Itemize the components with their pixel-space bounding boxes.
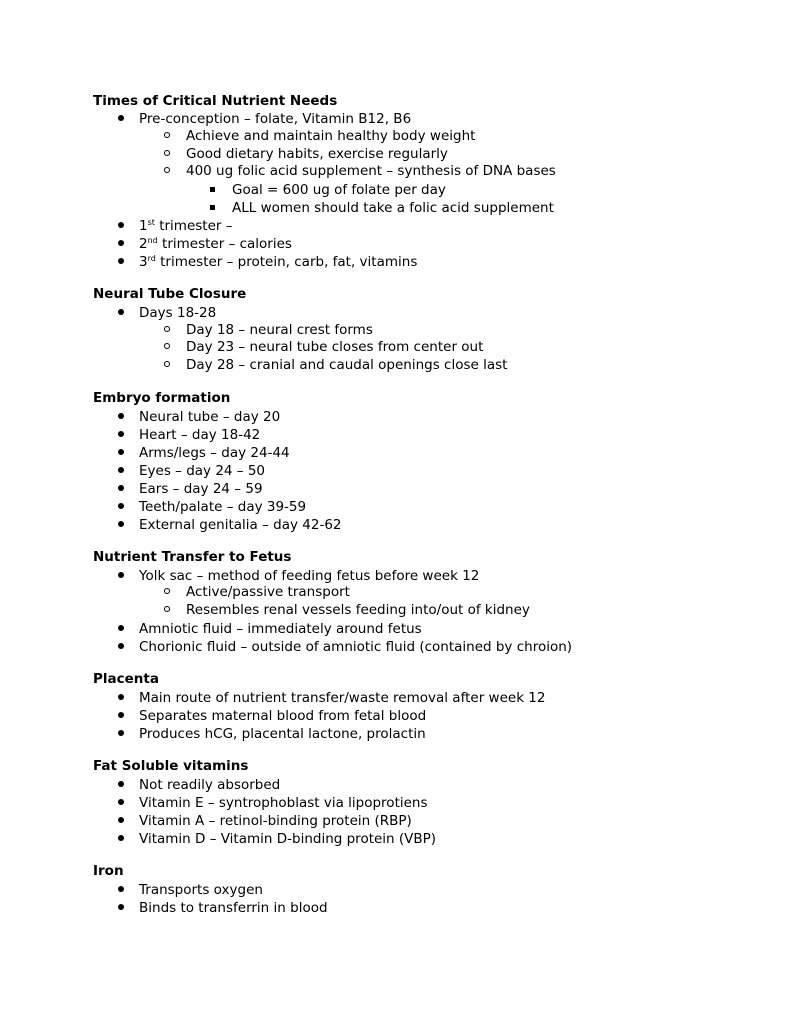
list-item-body-weight: Achieve and maintain healthy body weight: [186, 128, 475, 144]
list-item-chorionic-fluid: Chorionic fluid – outside of amniotic fluid (contained by chroion): [139, 639, 572, 655]
bullet-circle: [164, 588, 170, 594]
list-item-dietary-habits: Good dietary habits, exercise regularly: [186, 146, 448, 162]
list-item: Vitamin D – Vitamin D-binding protein (VBP): [139, 831, 436, 847]
list-item: Vitamin A – retinol-binding protein (RBP): [139, 813, 412, 829]
list-item: Main route of nutrient transfer/waste removal after week 12: [139, 690, 545, 706]
list-item: Eyes – day 24 – 50: [139, 463, 265, 479]
list-item-day-23: Day 23 – neural tube closes from center out: [186, 339, 483, 355]
list-item: Neural tube – day 20: [139, 409, 280, 425]
list-item: External genitalia – day 42-62: [139, 517, 342, 533]
bullet-dot: [118, 240, 124, 246]
list-item: Transports oxygen: [139, 882, 263, 898]
list-item-all-women: ALL women should take a folic acid supplement: [232, 200, 554, 216]
list-item-third-trimester: 3rd trimester – protein, carb, fat, vitamins: [139, 254, 417, 270]
list-item-renal-vessels: Resembles renal vessels feeding into/out of kidney: [186, 602, 530, 618]
list-item: Heart – day 18-42: [139, 427, 260, 443]
bullet-circle: [164, 326, 170, 332]
bullet-circle: [164, 150, 170, 156]
bullet-dot: [118, 467, 124, 473]
list-item: Teeth/palate – day 39-59: [139, 499, 306, 515]
list-item-folic-supplement: 400 ug folic acid supplement – synthesis of DNA bases: [186, 163, 556, 179]
bullet-dot: [118, 835, 124, 841]
bullet-dot: [118, 712, 124, 718]
list-item-first-trimester: 1st trimester –: [139, 218, 232, 234]
bullet-dot: [118, 503, 124, 509]
bullet-dot: [118, 694, 124, 700]
heading-iron: Iron: [93, 863, 124, 879]
list-item-days-range: Days 18-28: [139, 305, 216, 321]
list-item: Vitamin E – syntrophoblast via lipoprotiens: [139, 795, 428, 811]
list-item: Not readily absorbed: [139, 777, 280, 793]
bullet-circle: [164, 361, 170, 367]
heading-neural-tube-closure: Neural Tube Closure: [93, 286, 247, 302]
bullet-dot: [118, 485, 124, 491]
bullet-dot: [118, 643, 124, 649]
bullet-dot: [118, 625, 124, 631]
list-item-day-18: Day 18 – neural crest forms: [186, 322, 373, 338]
bullet-dot: [118, 904, 124, 910]
bullet-dot: [118, 817, 124, 823]
bullet-dot: [118, 115, 124, 121]
bullet-square: [210, 205, 215, 210]
bullet-dot: [118, 799, 124, 805]
bullet-dot: [118, 413, 124, 419]
list-item: Arms/legs – day 24-44: [139, 445, 290, 461]
bullet-circle: [164, 167, 170, 173]
list-item: Produces hCG, placental lactone, prolactin: [139, 726, 426, 742]
bullet-dot: [118, 886, 124, 892]
bullet-dot: [118, 781, 124, 787]
bullet-dot: [118, 222, 124, 228]
heading-embryo-formation: Embryo formation: [93, 390, 231, 406]
list-item-day-28: Day 28 – cranial and caudal openings close last: [186, 357, 507, 373]
list-item: Separates maternal blood from fetal blood: [139, 708, 426, 724]
heading-fat-soluble-vitamins: Fat Soluble vitamins: [93, 758, 249, 774]
list-item-amniotic-fluid: Amniotic fluid – immediately around fetus: [139, 621, 422, 637]
list-item: Ears – day 24 – 59: [139, 481, 263, 497]
list-item-active-transport: Active/passive transport: [186, 584, 350, 600]
list-item-yolk-sac: Yolk sac – method of feeding fetus before week 12: [139, 568, 479, 584]
bullet-dot: [118, 309, 124, 315]
bullet-dot: [118, 730, 124, 736]
bullet-dot: [118, 572, 124, 578]
heading-placenta: Placenta: [93, 671, 159, 687]
bullet-circle: [164, 343, 170, 349]
bullet-circle: [164, 132, 170, 138]
bullet-dot: [118, 521, 124, 527]
bullet-square: [210, 187, 215, 192]
bullet-circle: [164, 606, 170, 612]
heading-nutrient-transfer: Nutrient Transfer to Fetus: [93, 549, 292, 565]
bullet-dot: [118, 431, 124, 437]
bullet-dot: [118, 258, 124, 264]
heading-critical-nutrient-needs: Times of Critical Nutrient Needs: [93, 93, 338, 109]
list-item-preconception: Pre-conception – folate, Vitamin B12, B6: [139, 111, 411, 127]
bullet-dot: [118, 449, 124, 455]
list-item-folate-goal: Goal = 600 ug of folate per day: [232, 182, 446, 198]
list-item-second-trimester: 2nd trimester – calories: [139, 236, 292, 252]
list-item: Binds to transferrin in blood: [139, 900, 328, 916]
